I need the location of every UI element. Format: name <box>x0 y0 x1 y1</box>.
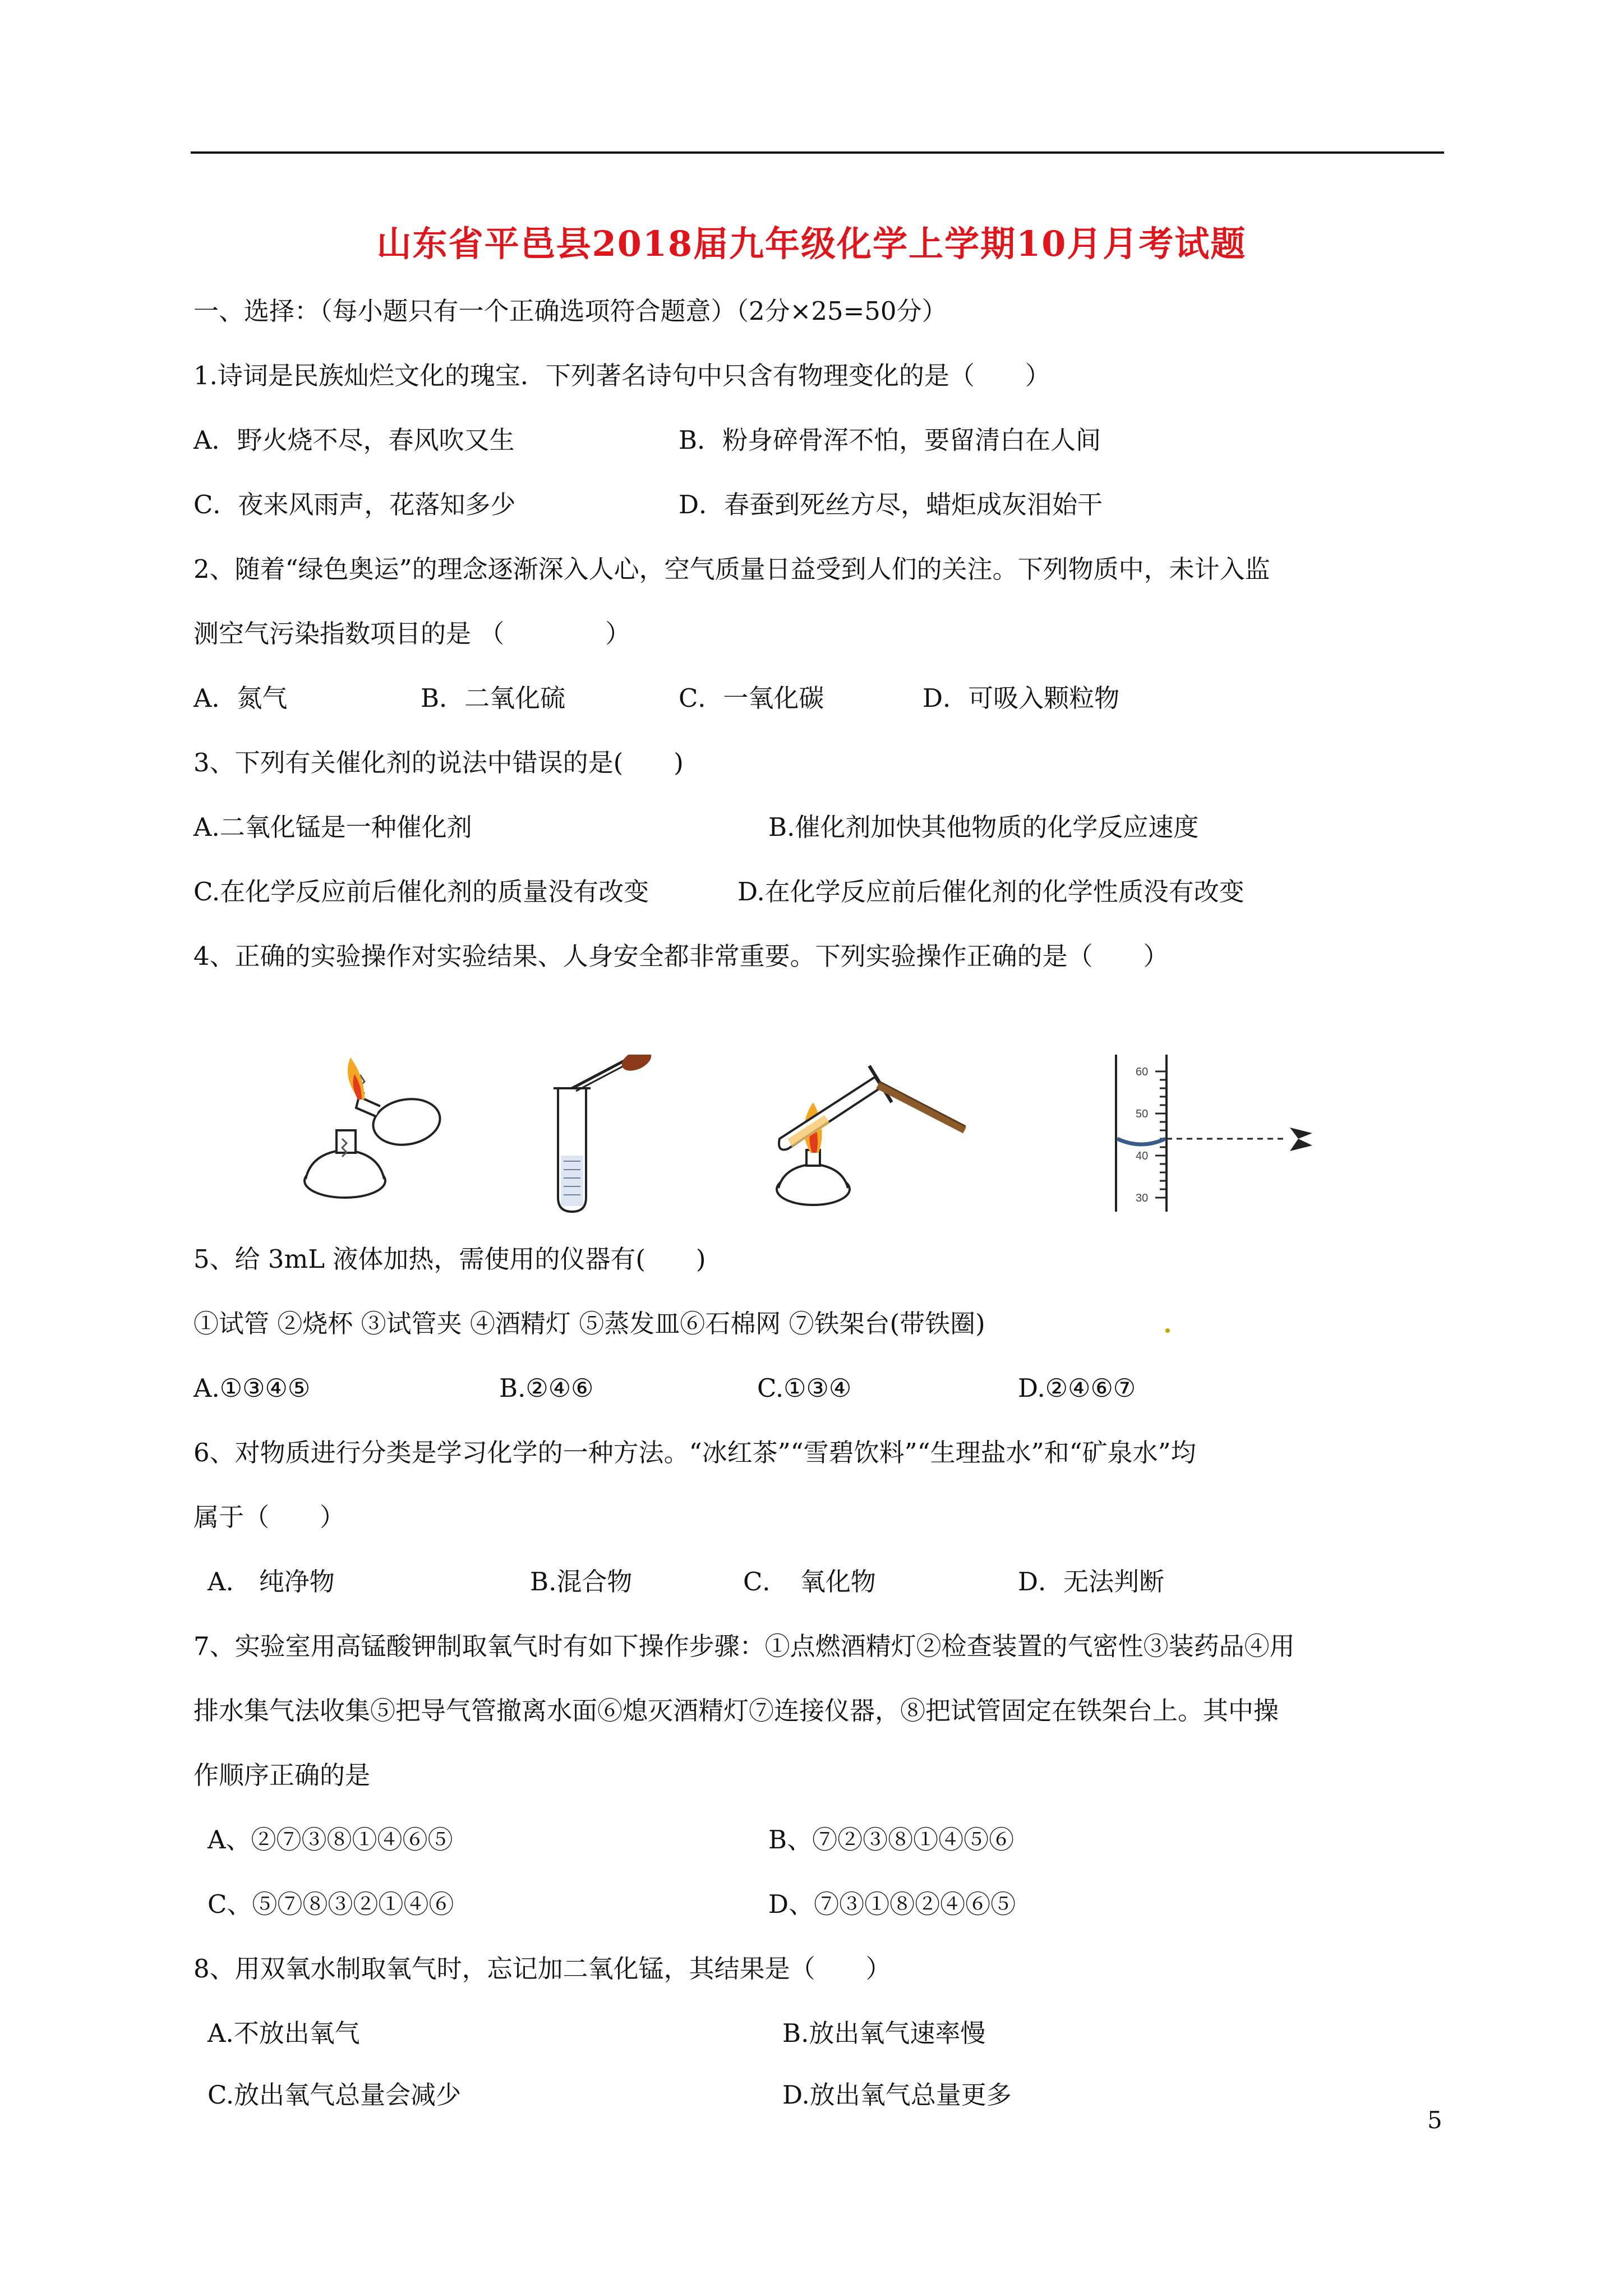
q8-option-c: C.放出氧气总量会减少 <box>208 2080 462 2110</box>
eye-icon <box>1290 1128 1312 1151</box>
q7-stem-line1: 7、实验室用高锰酸钾制取氧气时有如下操作步骤：①点燃酒精灯②检查装置的气密性③装药品④用 <box>193 1631 1295 1661</box>
cylinder-tick-30: 30 <box>1136 1192 1149 1204</box>
q7-option-d: D、⑦③①⑧②④⑥⑤ <box>768 1889 1016 1919</box>
q6-option-d: D．无法判断 <box>1018 1567 1165 1596</box>
q1-option-b: B．粉身碎骨浑不怕，要留清白在人间 <box>679 425 1101 455</box>
page-title: 山东省平邑县2018届九年级化学上学期10月月考试题 <box>376 223 1247 264</box>
q3-stem: 3、下列有关催化剂的说法中错误的是( ) <box>193 748 684 777</box>
q6-option-c: C． 氧化物 <box>743 1567 876 1596</box>
q6-option-a: A. 纯净物 <box>208 1567 335 1596</box>
q6-stem-line2: 属于（ ） <box>193 1502 345 1532</box>
q1-stem: 1.诗词是民族灿烂文化的瑰宝．下列著名诗句中只含有物理变化的是（ ） <box>193 361 1050 390</box>
q2-option-b: B．二氧化硫 <box>421 683 566 713</box>
q3-option-d: D.在化学反应前后催化剂的化学性质没有改变 <box>737 877 1244 907</box>
q1-option-a: A．野火烧不尽，春风吹又生 <box>193 425 515 455</box>
q3-option-a: A.二氧化锰是一种催化剂 <box>193 812 472 842</box>
q5-option-a: A.①③④⑤ <box>193 1373 311 1403</box>
q7-option-b: B、⑦②③⑧①④⑤⑥ <box>768 1825 1015 1855</box>
q8-option-b: B.放出氧气速率慢 <box>782 2018 986 2048</box>
page-number: 5 <box>1427 2106 1442 2134</box>
q6-option-b: B.混合物 <box>530 1567 633 1596</box>
cylinder-reading-figure <box>1102 1055 1326 1217</box>
q8-option-a: A.不放出氧气 <box>208 2018 360 2048</box>
q1-option-d: D．春蚕到死丝方尽，蜡炬成灰泪始干 <box>679 490 1103 519</box>
q1-option-c: C．夜来风雨声，花落知多少 <box>193 490 516 519</box>
speck-mark <box>1165 1328 1170 1333</box>
q2-option-d: D．可吸入颗粒物 <box>923 683 1120 713</box>
q5-stem: 5、给 3mL 液体加热，需使用的仪器有( ) <box>193 1244 706 1274</box>
cylinder-tick-40: 40 <box>1136 1150 1149 1162</box>
q5-option-c: C.①③④ <box>757 1373 852 1403</box>
q8-option-d: D.放出氧气总量更多 <box>782 2080 1012 2110</box>
q7-option-a: A、②⑦③⑧①④⑥⑤ <box>208 1825 453 1855</box>
q3-option-c: C.在化学反应前后催化剂的质量没有改变 <box>193 877 649 907</box>
q3-option-b: B.催化剂加快其他物质的化学反应速度 <box>768 812 1199 842</box>
header-rule <box>191 151 1444 154</box>
q2-stem-line2: 测空气污染指数项目的是 （ ） <box>193 619 631 648</box>
cylinder-tick-60: 60 <box>1136 1066 1149 1078</box>
q6-stem-line1: 6、对物质进行分类是学习化学的一种方法。“冰红茶”“雪碧饮料”“生理盐水”和“矿泉水”均 <box>193 1438 1196 1467</box>
q5-instruments: ①试管 ②烧杯 ③试管夹 ④酒精灯 ⑤蒸发皿⑥石棉网 ⑦铁架台(带铁圈) <box>193 1309 985 1338</box>
cylinder-tick-50: 50 <box>1136 1108 1149 1120</box>
q8-stem: 8、用双氧水制取氧气时，忘记加二氧化锰，其结果是（ ） <box>193 1954 891 1984</box>
lamp-lighting-figure <box>280 1055 449 1217</box>
q2-option-c: C．一氧化碳 <box>679 683 824 713</box>
q2-option-a: A．氮气 <box>193 683 288 713</box>
q7-option-c: C、⑤⑦⑧③②①④⑥ <box>208 1889 454 1919</box>
q5-option-d: D.②④⑥⑦ <box>1018 1373 1136 1403</box>
q7-stem-line2: 排水集气法收集⑤把导气管撤离水面⑥熄灭酒精灯⑦连接仪器，⑧把试管固定在铁架台上。其中操 <box>193 1696 1279 1726</box>
q5-option-b: B.②④⑥ <box>499 1373 594 1403</box>
q4-figures <box>280 1055 1402 1217</box>
section-heading: 一、选择：（每小题只有一个正确选项符合题意）（2分×25=50分） <box>193 296 947 326</box>
q7-stem-line3: 作顺序正确的是 <box>193 1760 371 1790</box>
test-tube-heating-figure <box>757 1055 970 1217</box>
q2-stem-line1: 2、随着“绿色奥运”的理念逐渐深入人心，空气质量日益受到人们的关注。下列物质中，未计入监 <box>193 554 1270 584</box>
dropper-test-tube-figure <box>541 1055 670 1217</box>
q4-stem: 4、正确的实验操作对实验结果、人身安全都非常重要。下列实验操作正确的是（ ） <box>193 941 1169 971</box>
